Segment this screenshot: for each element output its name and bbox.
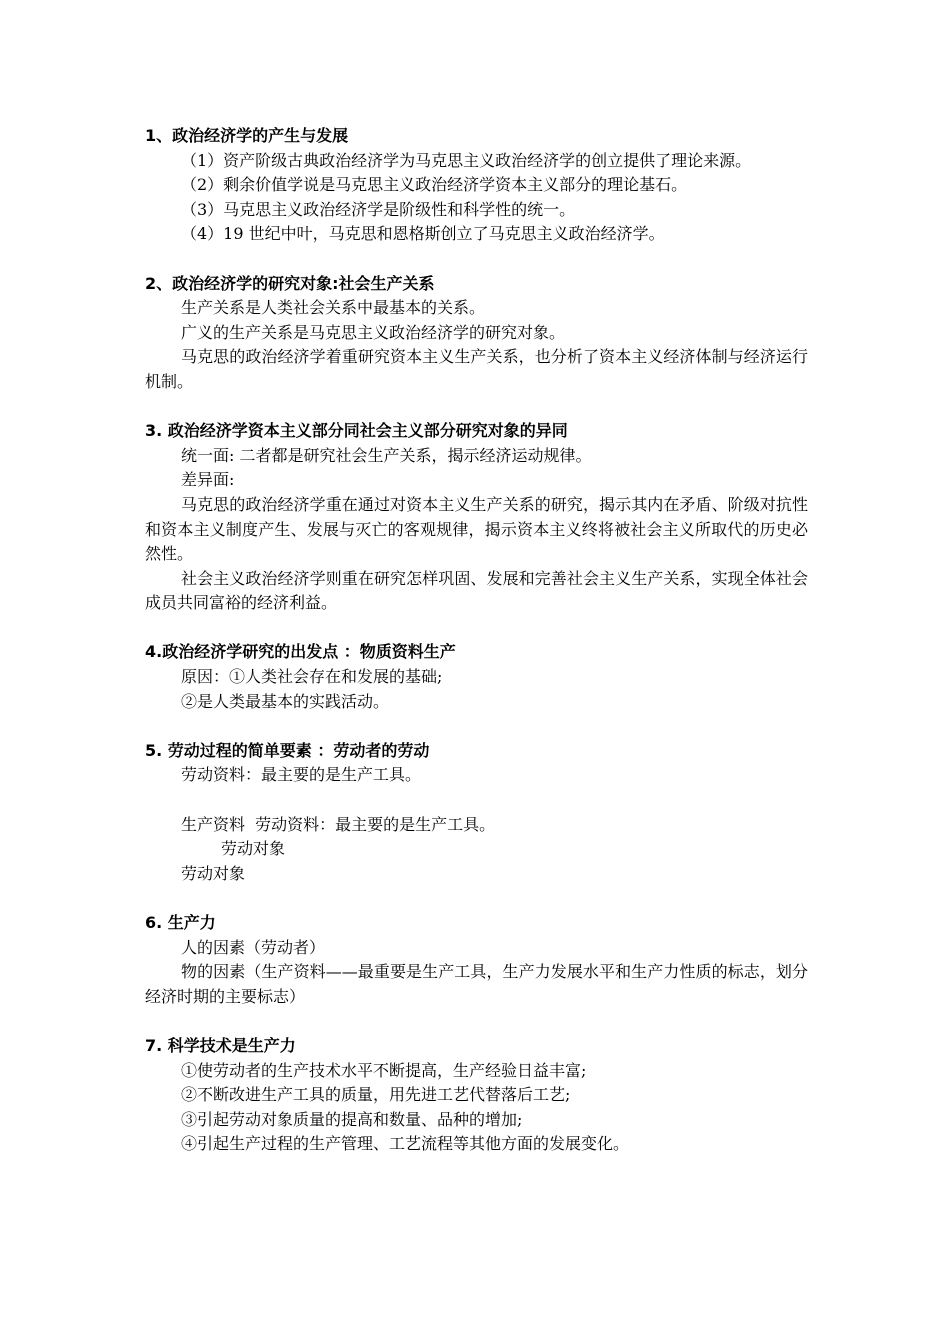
- section-3-paragraph-4: 社会主义政治经济学则重在研究怎样巩固、发展和完善社会主义生产关系，实现全体社会成员共同富裕的经济利益。: [145, 568, 808, 613]
- section-1-paragraph-4: （4）19 世纪中叶，马克思和恩格斯创立了马克思主义政治经济学。: [181, 224, 665, 244]
- section-4-heading: 4.政治经济学研究的出发点 ：物质资料生产: [145, 642, 456, 662]
- section-1-paragraph-3: （3）马克思主义政治经济学是阶级性和科学性的统一。: [181, 199, 576, 219]
- section-4-paragraph-1: 原因：①人类社会存在和发展的基础;: [181, 667, 443, 687]
- section-6-heading: 6. 生产力: [145, 913, 216, 932]
- section-5-paragraph-1: 劳动资料：最主要的是生产工具。: [181, 765, 422, 785]
- section-1-paragraph-2: （2）剩余价值学说是马克思主义政治经济学资本主义部分的理论基石。: [181, 175, 688, 195]
- section-7-paragraph-1: ①使劳动者的生产技术水平不断提高，生产经验日益丰富;: [181, 1060, 587, 1080]
- spacer: [145, 1009, 808, 1034]
- section-5-extra-line-2: 劳动对象: [221, 839, 286, 859]
- spacer: [145, 616, 808, 641]
- spacer: [145, 788, 808, 813]
- section-7-paragraph-2: ②不断改进生产工具的质量，用先进工艺代替落后工艺;: [181, 1085, 571, 1105]
- document-page: [145, 124, 808, 1157]
- section-2-heading: 2、政治经济学的研究对象:社会生产关系: [145, 273, 435, 293]
- section-5-extra-line-1: 生产资料 劳动资料：最主要的是生产工具。: [181, 814, 496, 834]
- spacer: [145, 714, 808, 739]
- section-1-paragraph-1: （1）资产阶级古典政治经济学为马克思主义政治经济学的创立提供了理论来源。: [181, 150, 752, 170]
- section-2-paragraph-2: 广义的生产关系是马克思主义政治经济学的研究对象。: [181, 322, 566, 342]
- section-5-heading: 5. 劳动过程的简单要素 ：劳动者的劳动: [145, 740, 430, 760]
- section-3-paragraph-2: 差异面:: [181, 470, 235, 490]
- section-2-paragraph-3: 马克思的政治经济学着重研究资本主义生产关系，也分析了资本主义经济体制与经济运行机制。: [145, 347, 808, 391]
- section-4-paragraph-2: ②是人类最基本的实践活动。: [181, 691, 390, 711]
- spacer: [145, 247, 808, 272]
- section-6-paragraph-1: 人的因素（劳动者）: [181, 937, 326, 957]
- section-3-paragraph-3: 马克思的政治经济学重在通过对资本主义生产关系的研究，揭示其内在矛盾、阶级对抗性和资本主义制度产生、发展与灭亡的客观规律，揭示资本主义终将被社会主义所取代的历史必然性。: [145, 494, 808, 564]
- section-7-paragraph-4: ④引起生产过程的生产管理、工艺流程等其他方面的发展变化。: [181, 1134, 630, 1154]
- spacer: [145, 886, 808, 911]
- section-3-paragraph-1: 统一面: 二者都是研究社会生产关系，揭示经济运动规律。: [181, 445, 592, 465]
- section-7-heading: 7. 科学技术是生产力: [145, 1035, 296, 1055]
- section-2-paragraph-1: 生产关系是人类社会关系中最基本的关系。: [181, 298, 486, 318]
- section-3-heading: 3. 政治经济学资本主义部分同社会主义部分研究对象的异同: [145, 421, 568, 441]
- section-5-extra-line-3: 劳动对象: [181, 863, 246, 883]
- section-7-paragraph-3: ③引起劳动对象质量的提高和数量、品种的增加;: [181, 1109, 523, 1129]
- section-1-heading: 1、政治经济学的产生与发展: [145, 126, 349, 145]
- spacer: [145, 395, 808, 420]
- section-6-paragraph-2: 物的因素（生产资料——最重要是生产工具，生产力发展水平和生产力性质的标志，划分经济时期的主要标志）: [145, 962, 808, 1006]
